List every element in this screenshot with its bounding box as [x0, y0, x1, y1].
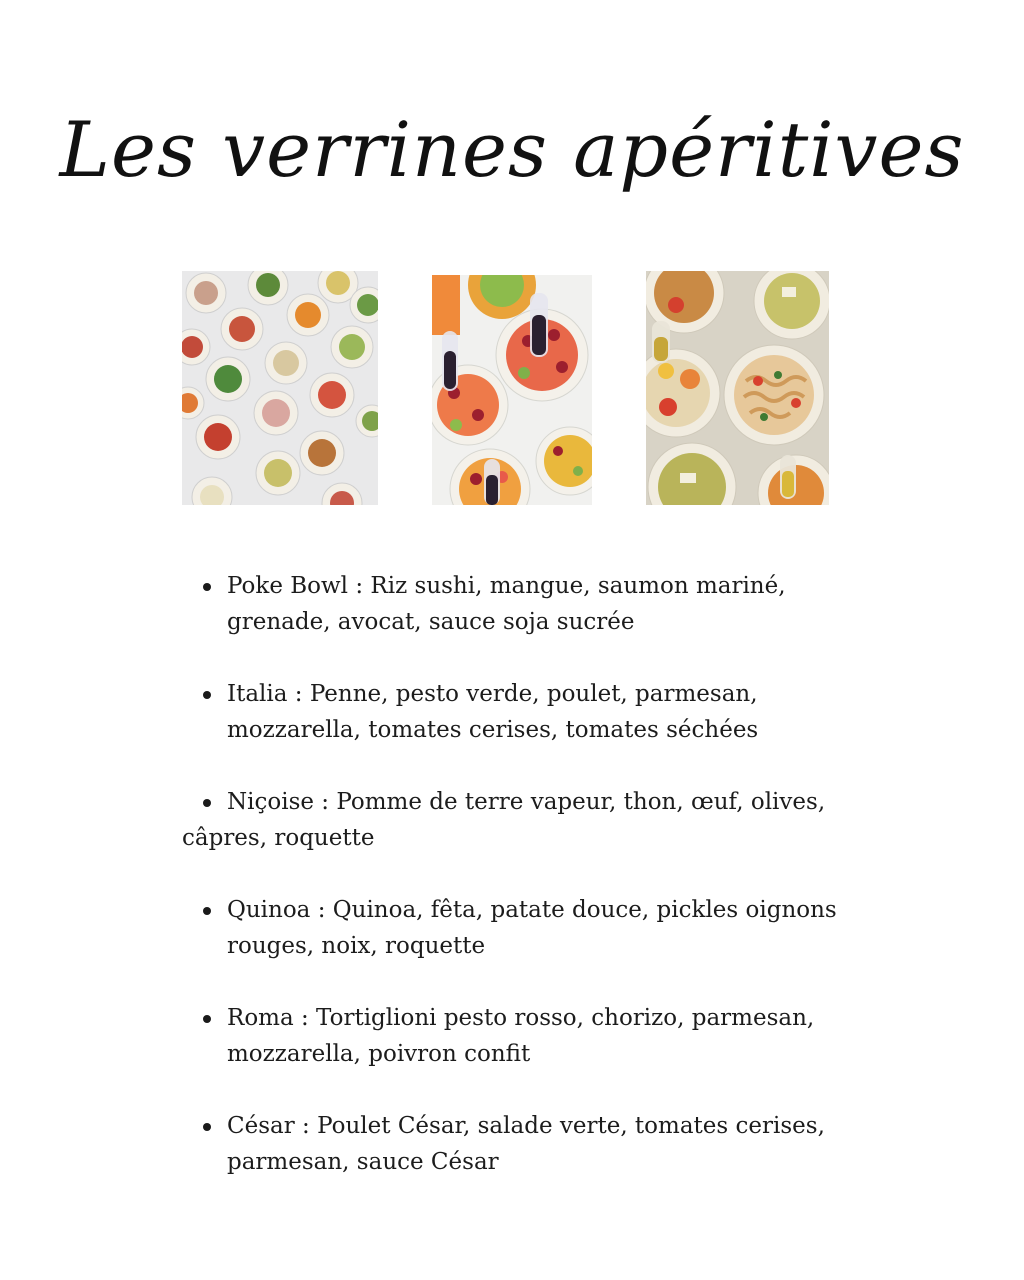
list-item: Niçoise : Pomme de terre vapeur, thon, œuf, olives, câpres, roquette: [182, 784, 862, 856]
verrines-fruits-photo: [432, 275, 592, 505]
verrines-list: [182, 568, 862, 1216]
page-title: Les verrines apéritives: [59, 105, 965, 194]
list-item: Roma : Tortiglioni pesto rosso, chorizo, parmesan, mozzarella, poivron confit: [182, 1000, 862, 1072]
list-item: César : Poulet César, salade verte, tomates cerises, parmesan, sauce César: [182, 1108, 862, 1180]
list-item: Quinoa : Quinoa, fêta, patate douce, pickles oignons rouges, noix, roquette: [182, 892, 862, 964]
list-item: Italia : Penne, pesto verde, poulet, parmesan, mozzarella, tomates cerises, tomates séchées: [182, 676, 862, 748]
verrines-pates-photo: [646, 271, 829, 505]
verrines-salades-photo: [182, 271, 378, 505]
list-item: Poke Bowl : Riz sushi, mangue, saumon mariné, grenade, avocat, sauce soja sucrée: [182, 568, 862, 640]
